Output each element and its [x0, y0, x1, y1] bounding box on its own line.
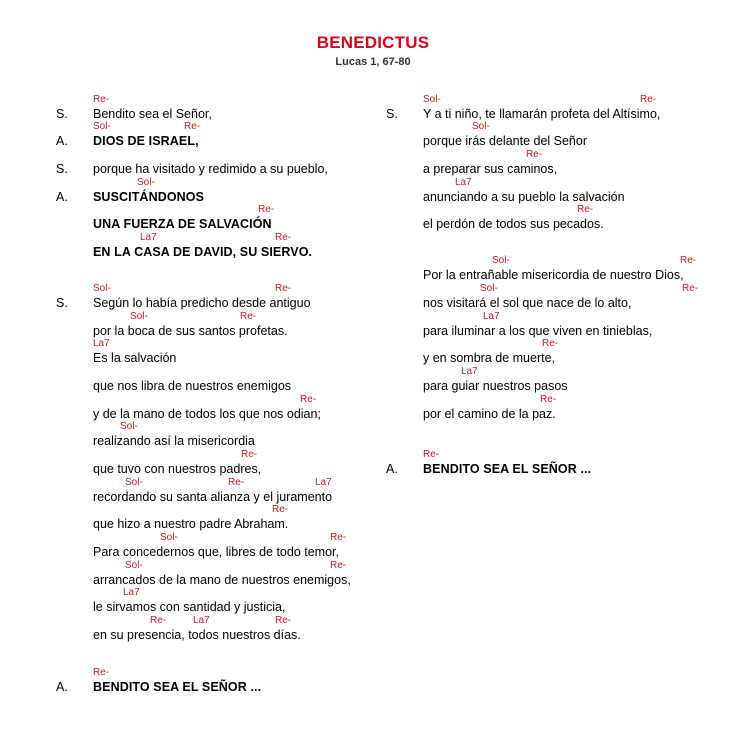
- chord-label: Re-: [330, 532, 347, 543]
- verse-text: y en sombra de muerte,: [423, 351, 556, 365]
- scripture-reference: Lucas 1, 67-80: [335, 56, 411, 68]
- speaker-label: S.: [56, 162, 68, 176]
- chord-label: Re-: [542, 338, 559, 349]
- chord-label: Sol-: [93, 121, 111, 132]
- speaker-label: S.: [56, 296, 68, 310]
- chord-label: La7: [123, 587, 140, 598]
- chord-label: Sol-: [137, 177, 155, 188]
- verse-text: realizando así la misericordia: [93, 434, 255, 448]
- verse-text: y de la mano de todos los que nos odian;: [93, 407, 321, 421]
- chord-label: Re-: [184, 121, 201, 132]
- verse-text: Para concedernos que, libres de todo temor,: [93, 545, 339, 559]
- verse-text: por el camino de la paz.: [423, 407, 556, 421]
- verse-text: le sirvamos con santidad y justicia,: [93, 600, 286, 614]
- speaker-label: A.: [386, 462, 398, 476]
- verse-text: recordando su santa alianza y el juramento: [93, 490, 333, 504]
- speaker-label: S.: [386, 107, 398, 121]
- assembly-response-text: DIOS DE ISRAEL,: [93, 134, 199, 148]
- chord-label: Re-: [272, 504, 289, 515]
- chord-label: Sol-: [480, 283, 498, 294]
- speaker-label: A.: [56, 134, 68, 148]
- verse-text: para iluminar a los que viven en tinieblas,: [423, 324, 653, 338]
- verse-text: para guiar nuestros pasos: [423, 379, 568, 393]
- chord-label: Re-: [275, 232, 292, 243]
- chord-label: Sol-: [423, 94, 441, 105]
- verse-text: arrancados de la mano de nuestros enemigos,: [93, 573, 351, 587]
- verse-text: Y a ti niño, te llamarán profeta del Altísimo,: [423, 107, 661, 121]
- verse-text: Es la salvación: [93, 351, 177, 365]
- chord-label: Sol-: [472, 121, 490, 132]
- chord-label: Sol-: [130, 311, 148, 322]
- chord-label: Re-: [241, 449, 258, 460]
- chord-label: Re-: [680, 255, 697, 266]
- verse-text: que tuvo con nuestros padres,: [93, 462, 262, 476]
- speaker-label: A.: [56, 680, 68, 694]
- verse-text: porque irás delante del Señor: [423, 134, 588, 148]
- chord-label: Sol-: [125, 477, 143, 488]
- verse-text: el perdón de todos sus pecados.: [423, 217, 604, 231]
- chord-label: Re-: [577, 204, 594, 215]
- chord-label: Re-: [275, 615, 292, 626]
- verse-text: anunciando a su pueblo la salvación: [423, 190, 625, 204]
- chord-label: Re-: [228, 477, 245, 488]
- chord-label: La7: [455, 177, 472, 188]
- verse-text: en su presencia, todos nuestros días.: [93, 628, 301, 642]
- chord-label: Sol-: [120, 421, 138, 432]
- verse-text: que nos libra de nuestros enemigos: [93, 379, 292, 393]
- chord-label: Sol-: [492, 255, 510, 266]
- verse-text: a preparar sus caminos,: [423, 162, 558, 176]
- chord-label: Re-: [300, 394, 317, 405]
- song-title: BENEDICTUS: [316, 33, 430, 52]
- chord-label: Sol-: [160, 532, 178, 543]
- chord-label: Re-: [330, 560, 347, 571]
- assembly-response-text: EN LA CASA DE DAVID, SU SIERVO.: [93, 245, 313, 259]
- speaker-label: A.: [56, 190, 68, 204]
- assembly-response-text: BENDITO SEA EL SEÑOR ...: [423, 462, 592, 476]
- verse-text: porque ha visitado y redimido a su pueblo,: [93, 162, 328, 176]
- chord-label: Sol-: [125, 560, 143, 571]
- verse-text: Bendito sea el Señor,: [93, 107, 212, 121]
- chord-label: Re-: [258, 204, 275, 215]
- chord-label: Re-: [150, 615, 167, 626]
- verse-text: Por la entrañable misericordia de nuestro Dios,: [423, 268, 684, 282]
- chord-label: La7: [461, 366, 478, 377]
- chord-label: Re-: [93, 667, 110, 678]
- verse-text: que hizo a nuestro padre Abraham.: [93, 517, 289, 531]
- verse-text: por la boca de sus santos profetas.: [93, 324, 288, 338]
- chord-label: La7: [483, 311, 500, 322]
- chord-label: La7: [193, 615, 210, 626]
- chord-label: Re-: [526, 149, 543, 160]
- chord-label: La7: [93, 338, 110, 349]
- chord-label: Sol-: [93, 283, 111, 294]
- verse-text: nos visitará el sol que nace de lo alto,: [423, 296, 632, 310]
- chord-label: Re-: [423, 449, 440, 460]
- assembly-response-text: SUSCITÁNDONOS: [93, 190, 205, 204]
- assembly-response-text: BENDITO SEA EL SEÑOR ...: [93, 680, 262, 694]
- chord-label: Re-: [93, 94, 110, 105]
- verse-text: Según lo había predicho desde antiguo: [93, 296, 311, 310]
- chord-label: Re-: [540, 394, 557, 405]
- chord-label: Re-: [640, 94, 657, 105]
- chord-label: Re-: [240, 311, 257, 322]
- assembly-response-text: UNA FUERZA DE SALVACIÓN: [93, 217, 272, 231]
- chord-label: Re-: [275, 283, 292, 294]
- chord-label: La7: [140, 232, 157, 243]
- chord-label: Re-: [682, 283, 699, 294]
- speaker-label: S.: [56, 107, 68, 121]
- chord-label: La7: [315, 477, 332, 488]
